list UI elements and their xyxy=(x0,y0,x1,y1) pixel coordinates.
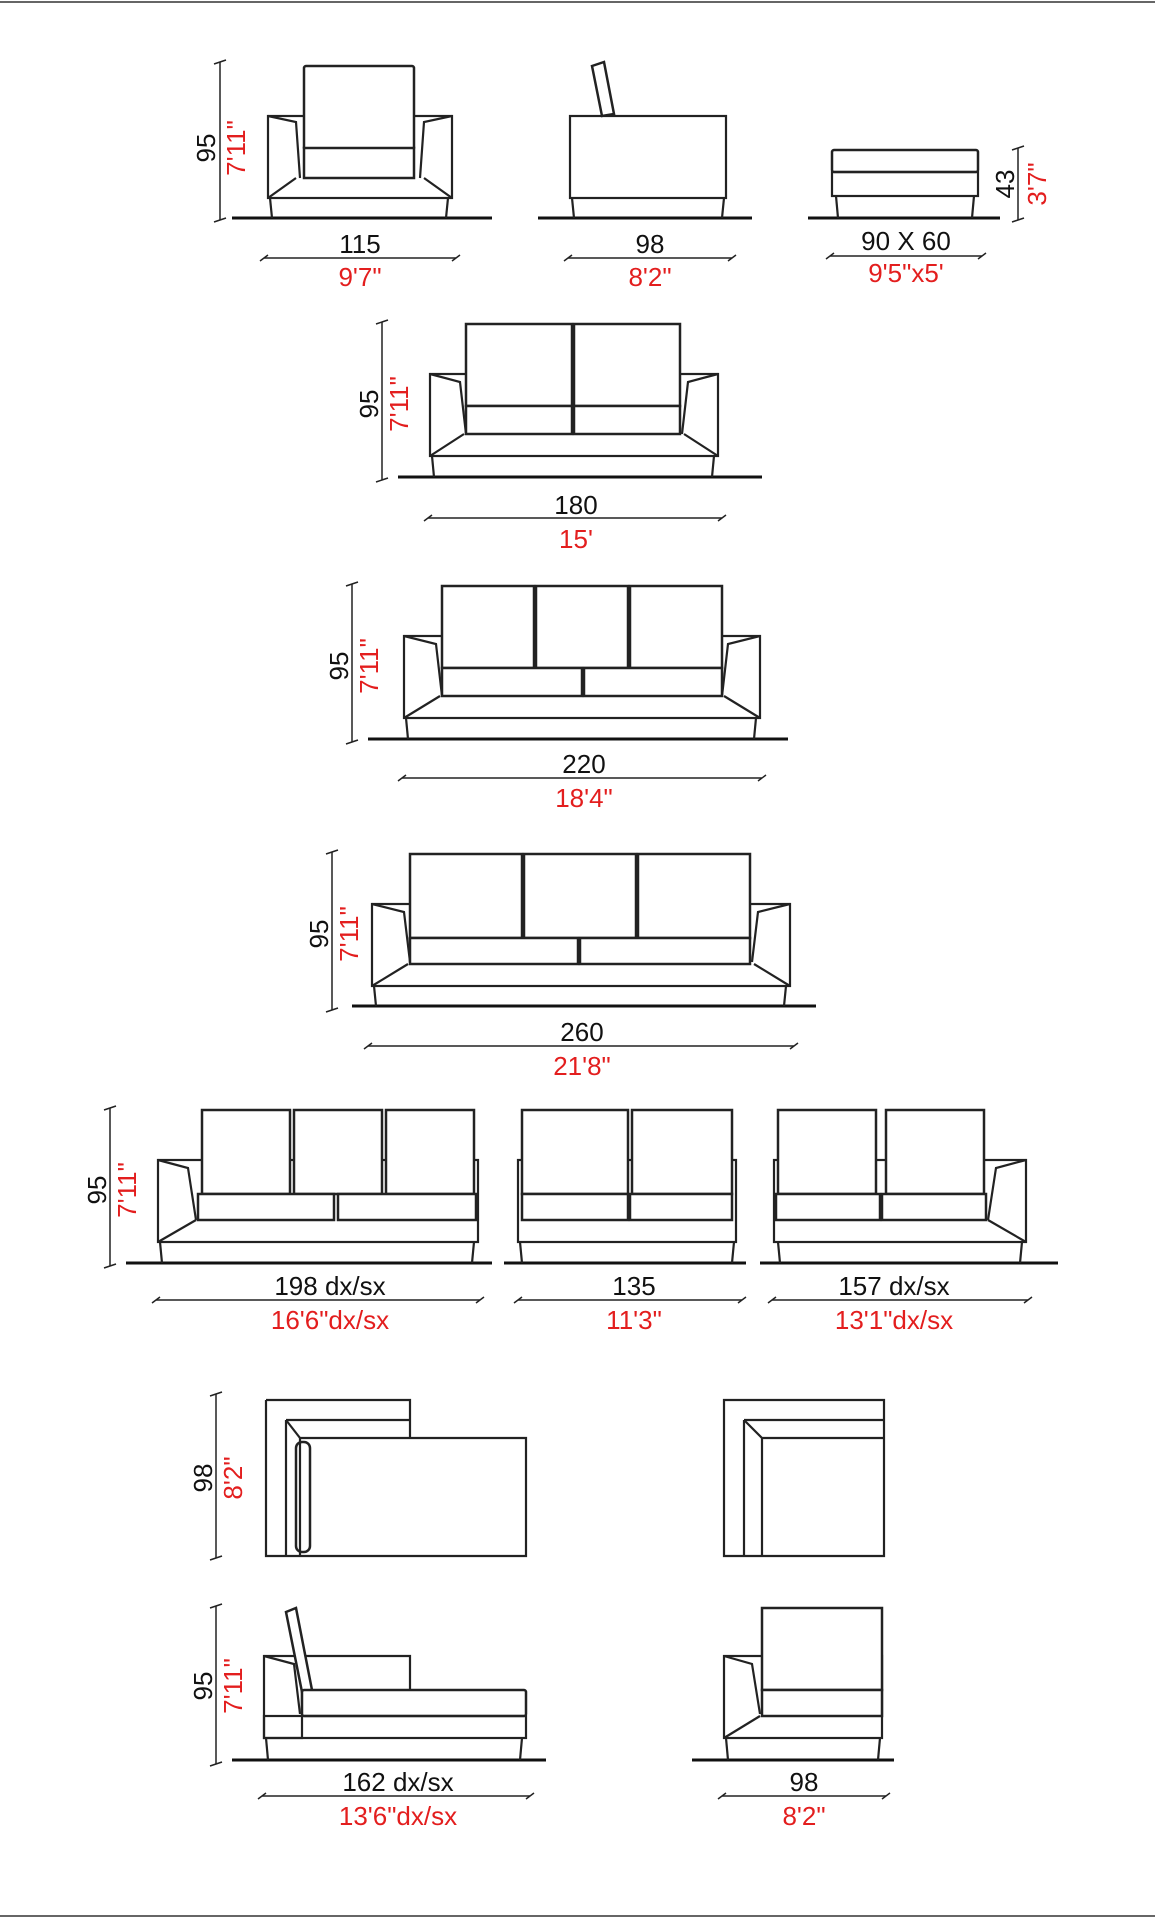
chaise-top-height-cm: 98 xyxy=(188,1463,218,1493)
ottoman-size-cm: 90 X 60 xyxy=(861,226,951,256)
corner-width-in: 8'2" xyxy=(782,1801,826,1831)
module-135-width-cm: 135 xyxy=(612,1271,656,1301)
ottoman-height-cm: 43 xyxy=(990,169,1020,199)
armchair-height-cm: 95 xyxy=(191,133,221,163)
sofa-260-width-cm: 260 xyxy=(560,1017,604,1047)
module-135-width-in: 11'3" xyxy=(606,1305,662,1335)
module-157-width-cm: 157 dx/sx xyxy=(838,1271,950,1301)
sofa-260-width-in: 21'8" xyxy=(553,1051,611,1081)
sofa-180-height-cm: 95 xyxy=(354,389,384,419)
corner-top-drawing xyxy=(724,1400,884,1556)
chaise-front-height-in: 7'11" xyxy=(218,1658,248,1714)
chaise-top-drawing xyxy=(210,1392,526,1560)
ottoman-size-in: 9'5"x5' xyxy=(868,258,944,288)
module-198-height-in: 7'11" xyxy=(112,1162,142,1218)
chaise-front-height-cm: 95 xyxy=(188,1671,218,1701)
side-width-in: 8'2" xyxy=(628,262,672,292)
armchair-width-in: 9'7" xyxy=(338,262,382,292)
sofa-180-height-in: 7'11" xyxy=(384,376,414,432)
armchair-width-cm: 115 xyxy=(339,229,381,259)
chaise-width-cm: 162 dx/sx xyxy=(342,1767,454,1797)
module-198-height-cm: 95 xyxy=(82,1175,112,1205)
module-198-width-cm: 198 dx/sx xyxy=(274,1271,386,1301)
corner-width-cm: 98 xyxy=(789,1767,819,1797)
module-157-width-in: 13'1"dx/sx xyxy=(834,1305,954,1335)
sofa-260-height-in: 7'11" xyxy=(334,906,364,962)
chaise-top-height-in: 8'2" xyxy=(218,1456,248,1500)
sofa-220-width-in: 18'4" xyxy=(555,783,613,813)
side-width-cm: 98 xyxy=(635,229,665,259)
sofa-180-width-cm: 180 xyxy=(554,490,598,520)
ottoman-height-in: 3'7" xyxy=(1022,162,1052,206)
sofa-220-width-cm: 220 xyxy=(562,749,606,779)
armchair-height-in: 7'11" xyxy=(221,120,251,176)
module-198-width-in: 16'6"dx/sx xyxy=(270,1305,390,1335)
sofa-220-height-cm: 95 xyxy=(324,651,354,681)
chaise-width-in: 13'6"dx/sx xyxy=(338,1801,458,1831)
sofa-220-height-in: 7'11" xyxy=(354,638,384,694)
sofa-260-height-cm: 95 xyxy=(304,919,334,949)
sofa-180-width-in: 15' xyxy=(559,524,593,554)
